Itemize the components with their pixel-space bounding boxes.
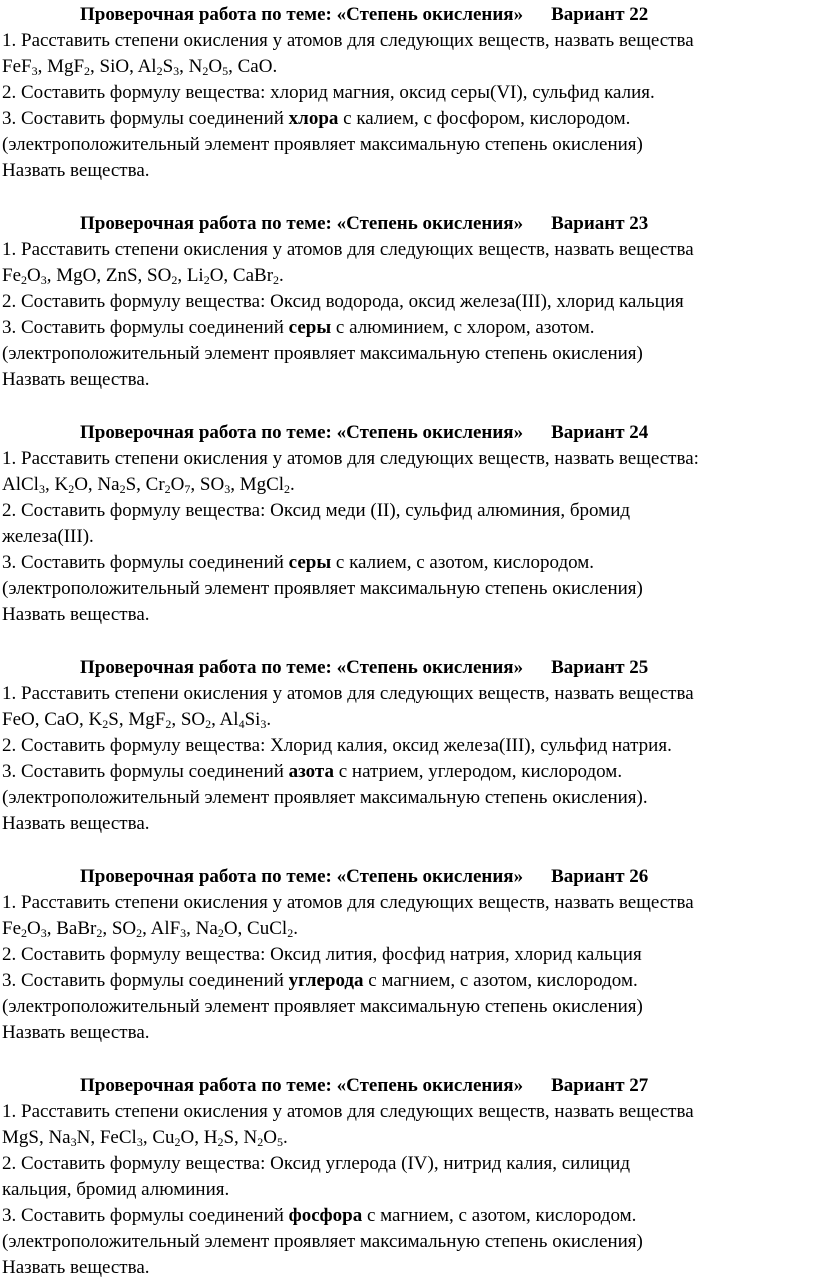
task-3-element: углерода: [288, 970, 364, 991]
task-note: (электроположительный элемент проявляет максимальную степень окисления): [2, 343, 643, 364]
variant-number: Вариант 27: [551, 1075, 649, 1096]
block-heading: [0, 1073, 816, 1099]
variant-block-23: [0, 211, 816, 393]
variant-block-24: [0, 420, 816, 628]
task-2-text: 2. Составить формулу вещества: хлорид магния, оксид серы(VI), сульфид калия.: [2, 82, 655, 103]
block-heading: [0, 211, 816, 237]
task-2-text: 2. Составить формулу вещества: Оксид водорода, оксид железа(III), хлорид кальция: [2, 291, 684, 312]
task-3-element: серы: [288, 317, 332, 338]
variant-number: Вариант 23: [551, 213, 649, 234]
task-2-text: 2. Составить формулу вещества: Оксид углерода (IV), нитрид калия, силицид: [2, 1153, 630, 1174]
task-3-suffix: с калием, с фосфором, кислородом.: [338, 108, 631, 129]
block-title: Проверочная работа по теме: «Степень окисления»: [80, 4, 524, 25]
formula-list: FeF$_3$, MgF$_2$, SiO, $Al_2S_3$, $N_2O_5$, CaO.: [2, 56, 278, 78]
task-3-suffix: с натрием, углеродом, кислородом.: [334, 761, 623, 782]
task-1-text: 1. Расставить степени окисления у атомов для следующих веществ, назвать вещества:: [2, 448, 699, 469]
task-1-text: 1. Расставить степени окисления у атомов для следующих веществ, назвать вещества: [2, 30, 694, 51]
formula-list: $Fe_2O_3$, BaBr$_2$, $SO_2$, AlF$_3$, $Na_2O$, CuCl$_2$.: [2, 918, 298, 940]
task-2-continuation: железа(III).: [2, 526, 94, 547]
variant-block-27: [0, 1073, 816, 1281]
task-3-suffix: с калием, с азотом, кислородом.: [331, 552, 595, 573]
task-3-text: [0, 759, 816, 785]
task-3-prefix: 3. Составить формулы соединений: [2, 970, 289, 991]
task-3-element: серы: [288, 552, 332, 573]
task-3-text: [0, 315, 816, 341]
block-heading: [0, 420, 816, 446]
variant-number: Вариант 25: [551, 657, 649, 678]
name-substances-line: Назвать вещества.: [2, 1257, 150, 1278]
variant-block-26: [0, 864, 816, 1046]
task-3-prefix: 3. Составить формулы соединений: [2, 552, 289, 573]
name-substances-line: Назвать вещества.: [2, 604, 150, 625]
block-title: Проверочная работа по теме: «Степень окисления»: [80, 866, 524, 887]
formula-list: $Fe_2O_3$, MgO, ZnS, $SO_2$, $Li_2O$, CaBr$_2$.: [2, 265, 284, 287]
task-3-element: хлора: [288, 108, 339, 129]
name-substances-line: Назвать вещества.: [2, 813, 150, 834]
task-2-text: 2. Составить формулу вещества: Оксид меди (II), сульфид алюминия, бромид: [2, 500, 631, 521]
task-2-text: 2. Составить формулу вещества: Хлорид калия, оксид железа(III), сульфид натрия.: [2, 735, 672, 756]
task-3-prefix: 3. Составить формулы соединений: [2, 761, 289, 782]
variant-number: Вариант 26: [551, 866, 649, 887]
formula-list: FeO, CaO, $K_2S$, MgF$_2$, $SO_2$, $Al_4Si_3$.: [2, 709, 272, 731]
block-heading: [0, 655, 816, 681]
task-2-continuation: кальция, бромид алюминия.: [2, 1179, 230, 1200]
task-3-text: [0, 1203, 816, 1229]
variant-block-25: [0, 655, 816, 837]
task-3-prefix: 3. Составить формулы соединений: [2, 1205, 289, 1226]
task-3-text: [0, 550, 816, 576]
task-3-element: фосфора: [288, 1205, 363, 1226]
task-3-suffix: с алюминием, с хлором, азотом.: [331, 317, 595, 338]
task-1-text: 1. Расставить степени окисления у атомов для следующих веществ, назвать вещества: [2, 239, 694, 260]
block-title: Проверочная работа по теме: «Степень окисления»: [80, 213, 524, 234]
task-note: (электроположительный элемент проявляет максимальную степень окисления): [2, 134, 643, 155]
name-substances-line: Назвать вещества.: [2, 160, 150, 181]
block-heading: [0, 864, 816, 890]
task-3-prefix: 3. Составить формулы соединений: [2, 108, 289, 129]
task-3-suffix: с магнием, с азотом, кислородом.: [363, 970, 638, 991]
block-title: Проверочная работа по теме: «Степень окисления»: [80, 422, 524, 443]
formula-list: MgS, $Na_3N$, FeCl$_3$, $Cu_2O$, $H_2S$, $N_2O_5$.: [2, 1127, 288, 1149]
task-note: (электроположительный элемент проявляет максимальную степень окисления): [2, 1231, 643, 1252]
name-substances-line: Назвать вещества.: [2, 369, 150, 390]
task-3-prefix: 3. Составить формулы соединений: [2, 317, 289, 338]
block-title: Проверочная работа по теме: «Степень окисления»: [80, 657, 524, 678]
task-note: (электроположительный элемент проявляет максимальную степень окисления): [2, 996, 643, 1017]
formula-list: AlCl$_3$, $K_2O$, $Na_2S$, $Cr_2O_7$, $SO_3$, MgCl$_2$.: [2, 474, 295, 496]
task-3-element: азота: [288, 761, 334, 782]
variant-number: Вариант 22: [551, 4, 649, 25]
task-3-suffix: с магнием, с азотом, кислородом.: [362, 1205, 637, 1226]
task-1-text: 1. Расставить степени окисления у атомов для следующих веществ, назвать вещества: [2, 892, 694, 913]
task-note: (электроположительный элемент проявляет максимальную степень окисления): [2, 578, 643, 599]
block-title: Проверочная работа по теме: «Степень окисления»: [80, 1075, 524, 1096]
task-1-text: 1. Расставить степени окисления у атомов для следующих веществ, назвать вещества: [2, 1101, 694, 1122]
task-3-text: [0, 968, 816, 994]
name-substances-line: Назвать вещества.: [2, 1022, 150, 1043]
block-heading: [0, 2, 816, 28]
task-note: (электроположительный элемент проявляет максимальную степень окисления).: [2, 787, 648, 808]
task-2-text: 2. Составить формулу вещества: Оксид лития, фосфид натрия, хлорид кальция: [2, 944, 642, 965]
task-1-text: 1. Расставить степени окисления у атомов для следующих веществ, назвать вещества: [2, 683, 694, 704]
task-3-text: [0, 106, 816, 132]
variant-number: Вариант 24: [551, 422, 649, 443]
variant-block-22: [0, 2, 816, 184]
